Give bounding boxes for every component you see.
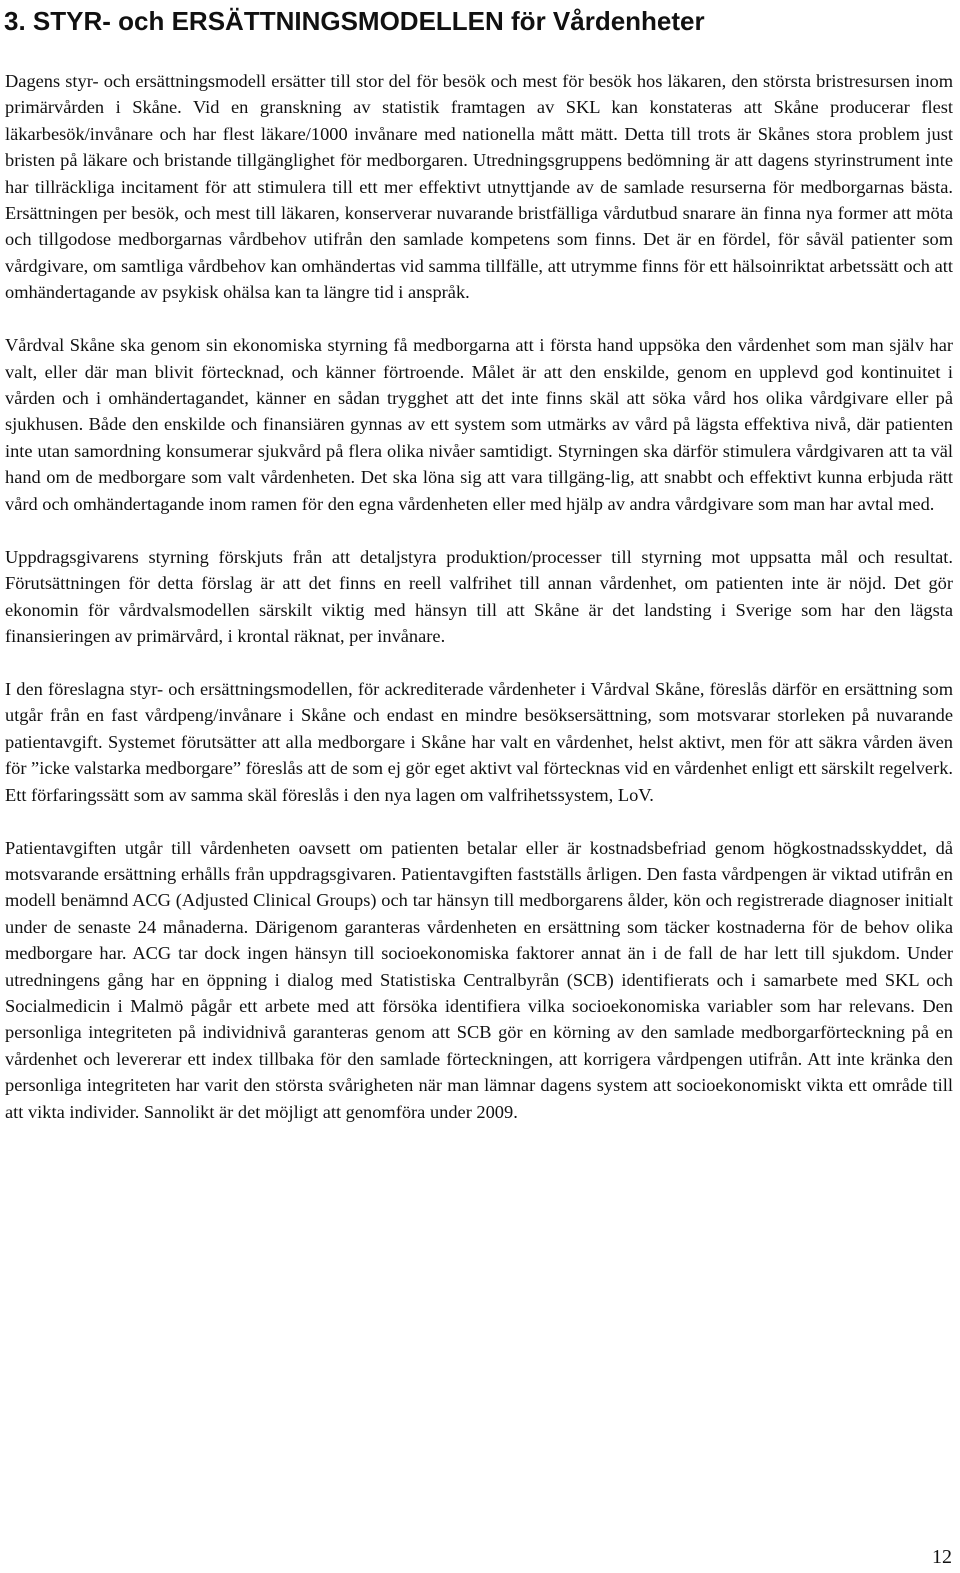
paragraph-vardval-goals: Vårdval Skåne ska genom sin ekonomiska styrning få medborgarna att i första hand uppsöka den vårdenhet som man själv har valt, eller där man blivit förtecknad, och känner förtroende. Målet är att den enskilde, genom en upplevd god kontinuitet i vården och i omhändertagandet, känner en sådan trygghet att det inte finns skäl att söka vård hos olika vårdgivare eller på sjukhusen. Både den enskilde och finansiären gynnas av ett system som utmärks av vård på lägsta effektiva nivå, där patienten inte utan samordning konsumerar sjukvård på flera olika nivåer samtidigt. Styrningen ska därför stimulera vårdgivaren att ta väl hand om de medborgare som valt vårdenheten. Det ska löna sig att vara tillgäng-lig, att snabbt och effektivt kunna erbjuda rätt vård och omhändertagande inom ramen för den egna vårdenheten eller med hjälp av andra vårdgivare som man har avtal med.: [5, 335, 953, 514]
paragraph-current-model: Dagens styr- och ersättningsmodell ersätter till stor del för besök och mest för besök hos läkaren, den största bristresursen inom primärvården i Skåne. Vid en granskning av statistik framtagen av SKL kan konstateras att Skåne producerar flest läkarbesök/invånare och har flest läkare/1000 invånare med nationella mått mätt. Detta till trots är Skånes stora problem just bristen på läkare och bristande tillgänglighet för medborgaren. Utredningsgruppens bedömning är att dagens styrinstrument inte har tillräckliga incitament för att stimulera till ett mer effektivt utnyttjande av de samlade resurserna för medborgarnas bästa. Ersättningen per besök, och mest till läkaren, konserverar nuvarande bristfälliga vårdutbud snarare än finna nya former att möta och tillgodose medborgarnas vårdbehov utifrån den samlade kompetens som finns. Det är en fördel, för såväl patienter som vårdgivare, om samtliga vårdbehov kan omhändertas vid samma tillfälle, att utrymme finns för ett hälsoinriktat arbetssätt och att omhändertagande av psykisk ohälsa kan ta längre tid i anspråk.: [5, 71, 953, 303]
paragraph-patient-fee: Patientavgiften utgår till vårdenheten oavsett om patienten betalar eller är kostnadsbefriad genom högkostnadsskyddet, då motsvarande ersättning erhålls från uppdragsgivaren. Patientavgiften fastställs årligen. Den fasta vårdpengen är viktad utifrån en modell benämnd ACG (Adjusted Clinical Groups) och tar hänsyn till medborgarens ålder, kön och registrerade diagnoser initialt under de senaste 24 månaderna. Därigenom garanteras vårdenheten en ersättning som täcker kostnaderna för de behov olika medborgare har. ACG tar dock ingen hänsyn till socioekonomiska faktorer annat än i de fall de har lett till sjukdom. Under utredningens gång har en öppning i dialog med Statistiska Centralbyrån (SCB) identifierats och i samarbete med SKL och Socialmedicin i Malmö pågår ett arbete med att försöka identifiera vilka socioekonomiska variabler som har relevans. Den personliga integriteten på individnivå garanteras genom att SCB gör en körning av den samlade medborgarförteckning på en vårdenhet och levererar ett index tillbaka för den samlade förteckningen, att korrigera vårdpengen utifrån. Att inte kränka den personliga integriteten har varit den största svårigheten när man lämnar dagens system att socioekonomiskt vikta ett område till att vikta individer. Sannolikt är det möjligt att genomföra under 2009.: [5, 837, 953, 1122]
section-heading: 3. STYR- och ERSÄTTNINGSMODELLEN för Vårdenheter: [4, 6, 705, 36]
paragraph-steering-shift: Uppdragsgivarens styrning förskjuts från att detaljstyra produktion/processer till styrning mot uppsatta mål och resultat. Förutsättningen för detta förslag är att det finns en reell valfrihet till annan vårdenhet, om patienten inte är nöjd. Det gör ekonomin för vårdvalsmodellen särskilt viktig med hänsyn till att Skåne är det landsting i Sverige som har den lägsta finansieringen av primärvård, i krontal räknat, per invånare.: [5, 546, 953, 646]
page-number: 12: [932, 1546, 952, 1568]
paragraph-proposed-model: I den föreslagna styr- och ersättningsmodellen, för ackrediterade vårdenheter i Vårdval Skåne, föreslås därför en ersättning som utgår från en fast vårdpeng/invånare i Skåne och endast en mindre besöksersättning, som motsvarar storleken på nuvarande patientavgift. Systemet förutsätter att alla medborgare i Skåne har valt en vårdenhet, helst aktivt, men för att säkra vården även för ”icke valstarka medborgare” föreslås att de som ej gör eget aktivt val förtecknas vid en vårdenhet enligt ett särskilt regelverk. Ett förfaringssätt som av samma skäl föreslås i den nya lagen om valfrihetssystem, LoV.: [5, 678, 953, 805]
body-text: [5, 68, 953, 1152]
